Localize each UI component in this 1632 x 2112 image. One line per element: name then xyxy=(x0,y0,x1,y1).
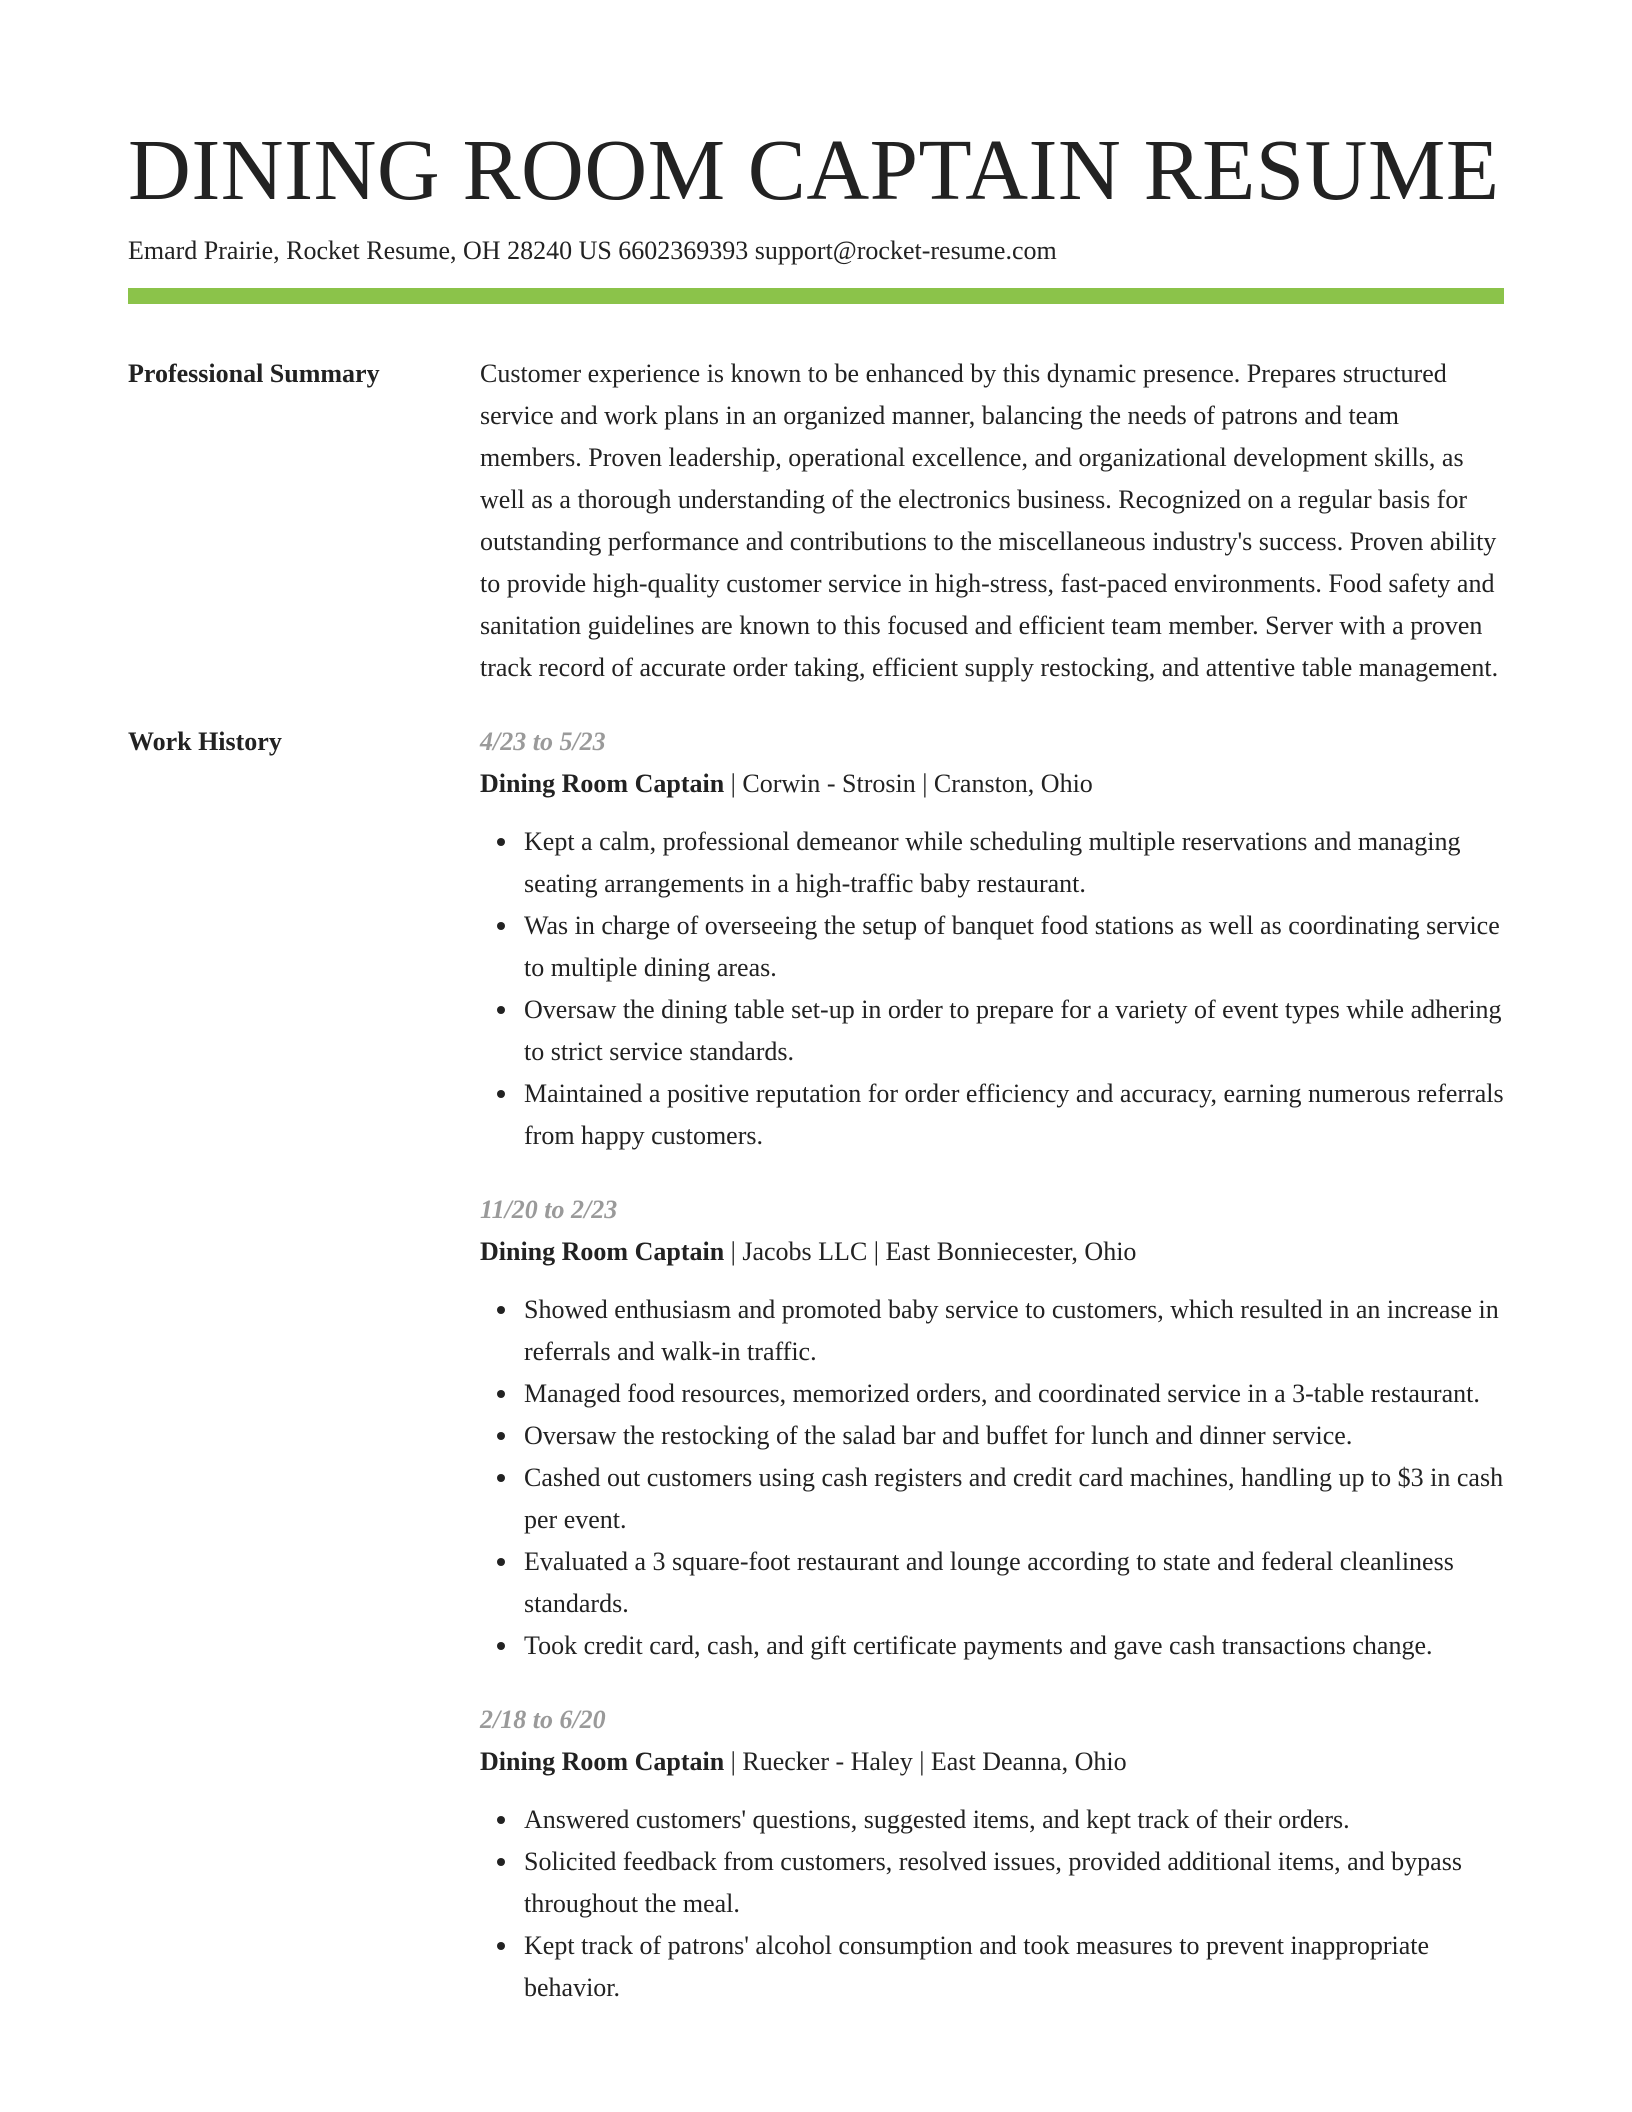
job-bullet: Showed enthusiasm and promoted baby service to customers, which resulted in an increase in referrals and walk-in traffic. xyxy=(524,1289,1504,1373)
job-title: Dining Room Captain xyxy=(480,1747,725,1776)
job-bullet: Took credit card, cash, and gift certificate payments and gave cash transactions change. xyxy=(524,1625,1504,1667)
job-dates: 11/20 to 2/23 xyxy=(480,1195,618,1224)
job-bullet: Managed food resources, memorized orders, and coordinated service in a 3-table restaurant. xyxy=(524,1373,1504,1415)
job-bullet: Oversaw the dining table set-up in order to prepare for a variety of event types while adhering to strict service standards. xyxy=(524,989,1504,1073)
work-history-list xyxy=(480,721,1504,2009)
summary-text: Customer experience is known to be enhanced by this dynamic presence. Prepares structured service and work plans in an organized manner, balancing the needs of patrons and team members. Proven leadership, operational excellence, and organizational development skills, as well as a thorough understanding of the electronics business. Recognized on a regular basis for outstanding performance and contributions to the miscellaneous industry's success. Proven ability to provide high-quality customer service in high-stress, fast-paced environments. Food safety and sanitation guidelines are known to this focused and efficient team member. Server with a proven track record of accurate order taking, efficient supply restocking, and attentive table management. xyxy=(480,359,1499,682)
job-heading xyxy=(480,1741,1504,1783)
job-bullet: Answered customers' questions, suggested items, and kept track of their orders. xyxy=(524,1799,1504,1841)
job-bullet: Kept track of patrons' alcohol consumption and took measures to prevent inappropriate behavior. xyxy=(524,1925,1504,2009)
section-heading: Work History xyxy=(128,727,282,756)
section-heading: Professional Summary xyxy=(128,359,380,388)
job-title: Dining Room Captain xyxy=(480,769,725,798)
job-bullet: Solicited feedback from customers, resolved issues, provided additional items, and bypass throughout the meal. xyxy=(524,1841,1504,1925)
job-bullet: Kept a calm, professional demeanor while scheduling multiple reservations and managing seating arrangements in a high-traffic baby restaurant. xyxy=(524,821,1504,905)
accent-divider xyxy=(128,288,1504,304)
job-details: | Corwin - Strosin | Cranston, Ohio xyxy=(724,769,1093,798)
job-details: | Ruecker - Haley | East Deanna, Ohio xyxy=(724,1747,1127,1776)
job-bullets xyxy=(480,821,1504,1157)
job-entry xyxy=(480,1699,1504,2009)
job-bullet: Maintained a positive reputation for order efficiency and accuracy, earning numerous referrals from happy customers. xyxy=(524,1073,1504,1157)
job-bullets xyxy=(480,1799,1504,2009)
job-bullets xyxy=(480,1289,1504,1667)
job-bullet: Cashed out customers using cash registers and credit card machines, handling up to $3 in cash per event. xyxy=(524,1457,1504,1541)
job-title: Dining Room Captain xyxy=(480,1237,725,1266)
contact-line: Emard Prairie, Rocket Resume, OH 28240 US 6602369393 support@rocket-resume.com xyxy=(128,236,1057,265)
job-dates: 4/23 to 5/23 xyxy=(480,727,606,756)
job-entry xyxy=(480,721,1504,1157)
job-dates: 2/18 to 6/20 xyxy=(480,1705,606,1734)
job-bullet: Evaluated a 3 square-foot restaurant and lounge according to state and federal cleanliness standards. xyxy=(524,1541,1504,1625)
job-details: | Jacobs LLC | East Bonniecester, Ohio xyxy=(724,1237,1137,1266)
job-bullet: Oversaw the restocking of the salad bar and buffet for lunch and dinner service. xyxy=(524,1415,1504,1457)
resume-page xyxy=(128,120,1504,2009)
job-entry xyxy=(480,1189,1504,1667)
professional-summary-section xyxy=(128,353,1504,689)
job-heading xyxy=(480,1231,1504,1273)
work-history-section xyxy=(128,721,1504,2009)
job-heading xyxy=(480,763,1504,805)
resume-title: DINING ROOM CAPTAIN RESUME xyxy=(128,121,1500,218)
job-bullet: Was in charge of overseeing the setup of banquet food stations as well as coordinating service to multiple dining areas. xyxy=(524,905,1504,989)
